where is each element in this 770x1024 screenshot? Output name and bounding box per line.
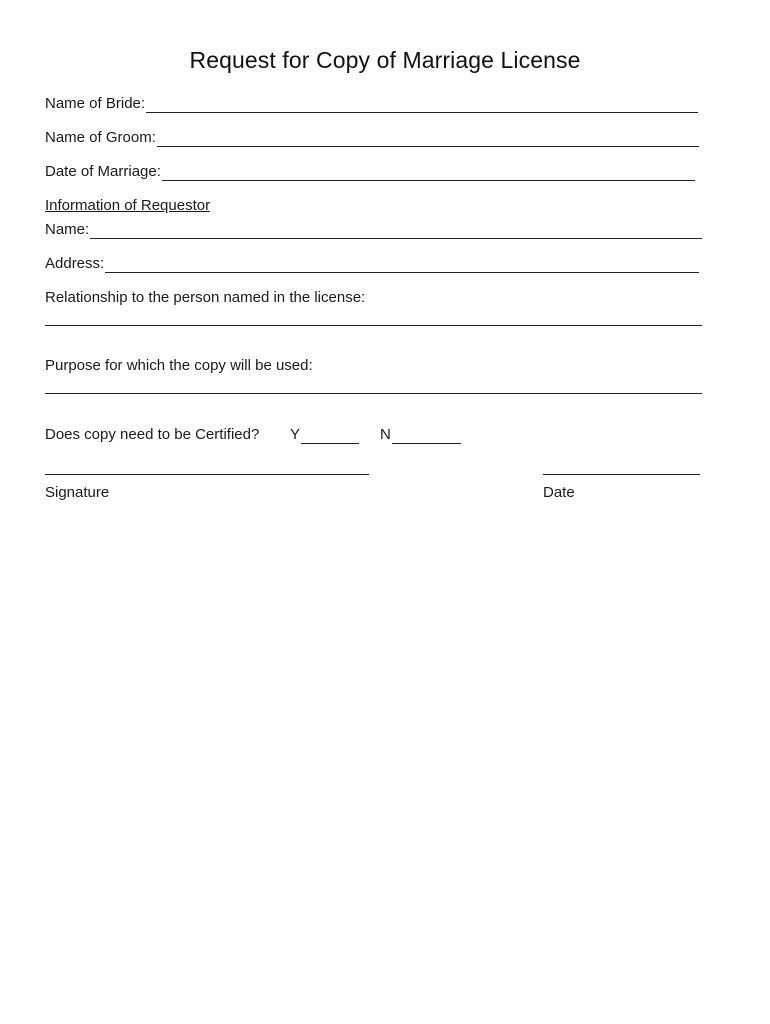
- purpose-row: [45, 357, 313, 375]
- marriage-date-row: [45, 163, 695, 181]
- groom-label: Name of Groom:: [45, 129, 156, 146]
- signature-label: Signature: [45, 484, 110, 501]
- form-title: Request for Copy of Marriage License: [189, 47, 581, 73]
- purpose-label: Purpose for which the copy will be used:: [45, 357, 313, 374]
- requestor-name-row: [45, 221, 702, 239]
- address-field[interactable]: [105, 258, 699, 273]
- signature-date-field[interactable]: [543, 460, 700, 475]
- signature-date-label: Date: [543, 484, 575, 501]
- requestor-name-label: Name:: [45, 221, 90, 238]
- yes-field[interactable]: [301, 429, 359, 444]
- bride-field[interactable]: [146, 98, 698, 113]
- bride-label: Name of Bride:: [45, 95, 146, 112]
- groom-row: [45, 129, 699, 147]
- bride-row: [45, 95, 698, 113]
- marriage-date-label: Date of Marriage:: [45, 163, 161, 180]
- marriage-date-field[interactable]: [162, 166, 695, 181]
- requestor-heading: Information of Requestor: [45, 197, 211, 214]
- certified-label: Does copy need to be Certified?: [45, 426, 260, 443]
- address-row: [45, 255, 699, 273]
- relationship-row: [45, 289, 365, 307]
- groom-field[interactable]: [157, 132, 699, 147]
- certified-row: [45, 426, 259, 444]
- purpose-field[interactable]: [45, 393, 702, 394]
- address-label: Address:: [45, 255, 105, 272]
- signature-field[interactable]: [45, 460, 369, 475]
- certified-yes: [290, 426, 359, 444]
- no-label: N: [380, 426, 391, 443]
- requestor-heading-row: [45, 197, 210, 215]
- yes-label: Y: [290, 426, 301, 443]
- certified-no: [380, 426, 461, 444]
- relationship-label: Relationship to the person named in the license:: [45, 289, 366, 306]
- requestor-name-field[interactable]: [90, 224, 702, 239]
- relationship-field[interactable]: [45, 325, 702, 326]
- no-field[interactable]: [392, 429, 461, 444]
